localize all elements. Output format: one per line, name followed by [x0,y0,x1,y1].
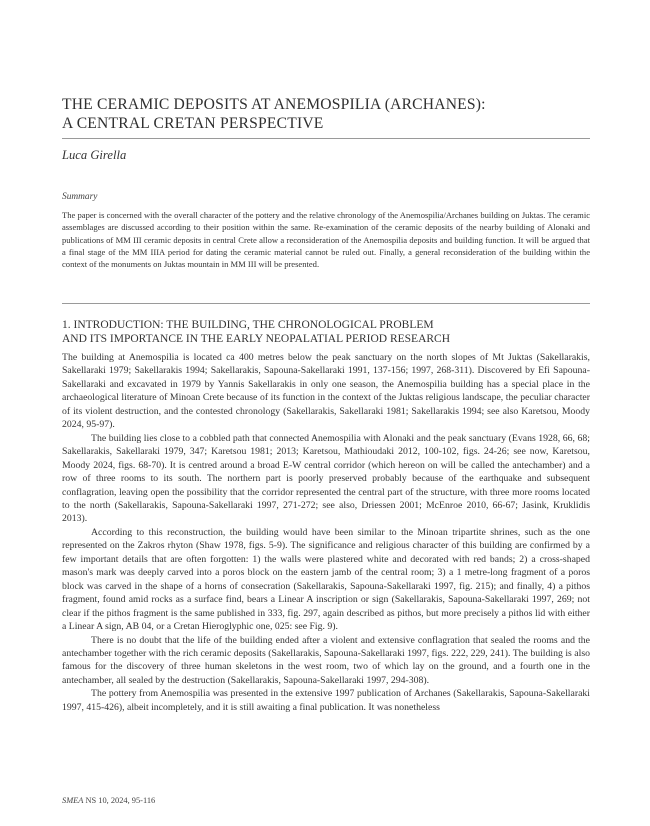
summary-divider [62,303,590,304]
title-divider [62,138,590,139]
section-heading [62,318,590,346]
body-paragraph: There is no doubt that the life of the building ended after a violent and extensive conflagration that sealed the rooms and the antechamber together with the rich ceramic deposits (Sakellarakis, Sapouna-Sakellaraki 1997, figs. 222, 229, 241). The building is also famous for the discovery of three human skeletons in the west room, two of which lay on the ground, and a fourth one in the antechamber, all sealed by the destruction (Sakellarakis, Sapouna-Sakellaraki 1997, 294-308). [62,634,590,686]
body-paragraph: The building lies close to a cobbled path that connected Anemospilia with Alonaki and the peak sanctuary (Evans 1928, 66, 68; Sakellarakis, Sakellaraki 1979, 347; Karetsou 1981; 2013; Karetsou, Mathioudaki 2012, 100-102, figs. 24-26; see now, Karetsou, Moody 2024, figs. 68-70). It is centred around a broad E-W central corridor (which hereon on will be called the antechamber) and a row of three rooms to its south. The northern part is poorly preserved probably because of the earthquake and subsequent conflagration, leaving open the possibility that the corridor represented the central part of the structure, with three more rooms located to the north (Sakellarakis, Sapouna-Sakellaraki 1997, 271-272; see also, Driessen 2001; McEnroe 2010, 66-67; Jasink, Kruklidis 2013). [62,432,590,525]
author-name: Luca Girella [62,148,127,162]
journal-citation: NS 10, 2024, 95-116 [85,796,156,805]
article-title-line: A CENTRAL CRETAN PERSPECTIVE [62,115,324,132]
body-paragraph: The building at Anemospilia is located ca 400 metres below the peak sanctuary on the north slopes of Mt Juktas (Sakellarakis, Sakellaraki 1979; Sakellarakis 1994; Sakellarakis, Sapouna-Sakellaraki 1991, 137-156; 1997, 268-311). Discovered by Efi Sapouna-Sakellaraki and excavated in 1979 by Yannis Sakellarakis in only one season, the Anemospilia building has a special place in the archaeological literature of Minoan Crete because of its function in the context of the Juktas religious landscape, the peculiar character of its violent destruction, and the contested chronology (Sakellarakis, Sakellaraki 1981; Sakellarakis 1994; see also Karetsou, Moody 2024, 95-97). [62,352,590,431]
body-paragraph: According to this reconstruction, the building would have been similar to the Minoan tripartite shrines, such as the one represented on the Zakros rhyton (Shaw 1978, figs. 5-9). The significance and religious character of this building are confirmed by a few important details that are often forgotten: 1) the walls were plastered white and decorated with red bands; 2) a cross-shaped mason's mark was deeply carved into a poros block on the eastern jamb of the central room; 3) a 1 metre-long fragment of a poros block was carved in the shape of a horns of consecration (Sakellarakis, Sapouna-Sakellaraki 1997, fig. 215); and finally, 4) a pithos fragment, found amid rocks as a surface find, bears a Linear A inscription or sign (Sakellarakis, Sapouna-Sakellaraki 1997, 269; not clear if the pithos fragment is the same published in 333, fig. 297, again described as pithos, but more precisely a pithos lid with either a Linear A sign, AB 04, or a Cretan Hieroglyphic one, 025: see Fig. 9). [62,526,590,633]
article-title [62,95,590,133]
section-heading-line: 1. INTRODUCTION: THE BUILDING, THE CHRONOLOGICAL PROBLEM [62,319,434,331]
summary-text: The paper is concerned with the overall character of the pottery and the relative chronology of the Anemospilia/Archanes building on Juktas. The ceramic assemblages are discussed according to their position within the same. Re-examination of the ceramic deposits of the nearby building of Alonaki and publications of MM III ceramic deposits in central Crete allow a reconsideration of the Anemospilia deposits and building function. It will be argued that a final stage of the MM IIIA period for dating the ceramic material cannot be ruled out. Finally, a general reconsideration of the building within the context of the monuments on Juktas mountain in MM III will be presented. [62,210,590,270]
summary-label: Summary [62,192,98,202]
article-page [62,0,590,826]
article-title-line: THE CERAMIC DEPOSITS AT ANEMOSPILIA (ARCHANES): [62,96,486,113]
journal-name: SMEA [62,796,84,805]
body-paragraph: The pottery from Anemospilia was presented in the extensive 1997 publication of Archanes (Sakellarakis, Sapouna-Sakellaraki 1997, 415-426), albeit incompletely, and it is still awaiting a final publication. It was nonetheless [62,688,590,713]
body-text [62,351,590,714]
section-heading-line: AND ITS IMPORTANCE IN THE EARLY NEOPALATIAL PERIOD RESEARCH [62,333,451,345]
page-footer [62,796,155,805]
